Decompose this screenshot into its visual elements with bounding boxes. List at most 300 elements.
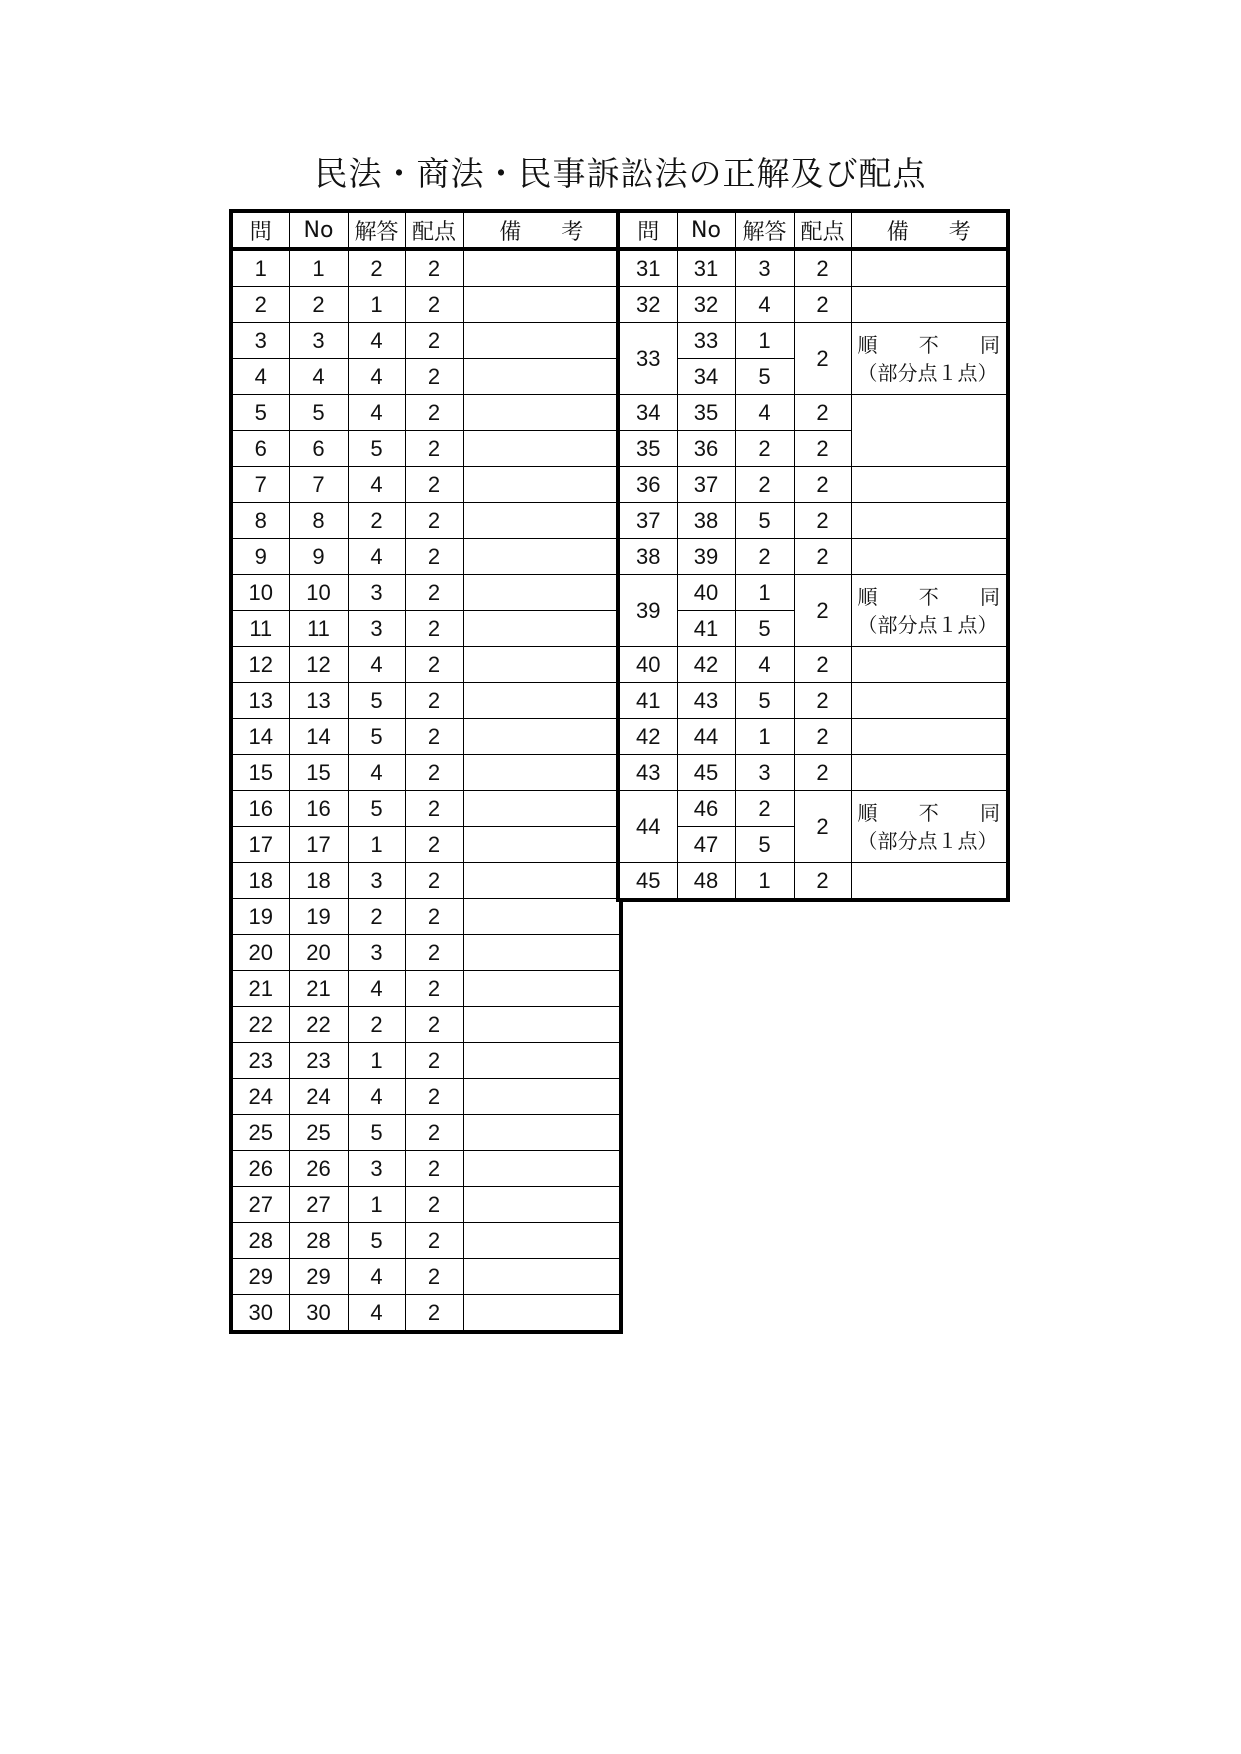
question-cell: 43	[618, 755, 677, 791]
table-row	[231, 539, 621, 575]
page-title: 民法・商法・民事訴訟法の正解及び配点	[314, 154, 927, 193]
question-cell: 4	[231, 359, 289, 395]
points-cell: 2	[794, 467, 851, 503]
no-cell: 43	[677, 683, 735, 719]
no-cell: 21	[289, 971, 348, 1007]
no-cell: 10	[289, 575, 348, 611]
header-notes	[851, 211, 1008, 249]
question-cell: 28	[231, 1223, 289, 1259]
answer-cell: 4	[348, 1079, 405, 1115]
points-cell: 2	[405, 539, 463, 575]
table-row	[231, 323, 621, 359]
points-cell: 2	[405, 863, 463, 899]
answer-table-left	[229, 209, 623, 1334]
header-notes	[463, 211, 621, 249]
points-cell: 2	[794, 539, 851, 575]
header-notes-part2: 考	[561, 219, 584, 245]
no-cell: 22	[289, 1007, 348, 1043]
note-char: 同	[980, 584, 1000, 609]
no-cell: 47	[677, 827, 735, 863]
answer-cell: 1	[735, 863, 794, 901]
no-cell: 8	[289, 503, 348, 539]
answer-cell: 1	[735, 575, 794, 611]
answer-cell: 4	[348, 323, 405, 359]
answer-cell: 2	[348, 503, 405, 539]
points-cell: 2	[405, 287, 463, 323]
answer-cell: 3	[348, 1151, 405, 1187]
question-cell: 22	[231, 1007, 289, 1043]
question-cell: 41	[618, 683, 677, 719]
points-cell: 2	[794, 683, 851, 719]
answer-table-right	[616, 209, 1010, 902]
question-cell: 24	[231, 1079, 289, 1115]
points-cell: 2	[405, 395, 463, 431]
answer-cell: 5	[735, 503, 794, 539]
table-row	[231, 611, 621, 647]
answer-cell: 1	[348, 287, 405, 323]
no-cell: 28	[289, 1223, 348, 1259]
points-cell: 2	[794, 791, 851, 863]
answer-cell: 3	[735, 755, 794, 791]
answer-cell: 1	[348, 827, 405, 863]
question-cell: 30	[231, 1295, 289, 1333]
table-row	[618, 323, 1008, 359]
question-cell: 19	[231, 899, 289, 935]
table-row	[231, 719, 621, 755]
answer-cell: 4	[348, 467, 405, 503]
notes-cell	[463, 249, 621, 287]
points-cell: 2	[405, 899, 463, 935]
notes-cell	[851, 575, 1008, 647]
no-cell: 16	[289, 791, 348, 827]
header-points: 配点	[405, 211, 463, 249]
table-row	[231, 1223, 621, 1259]
no-cell: 40	[677, 575, 735, 611]
answer-cell: 1	[348, 1187, 405, 1223]
table-row	[231, 1043, 621, 1079]
answer-cell: 3	[348, 863, 405, 899]
question-cell: 1	[231, 249, 289, 287]
no-cell: 17	[289, 827, 348, 863]
answer-cell: 5	[735, 683, 794, 719]
header-no: No	[677, 211, 735, 249]
table-row	[231, 863, 621, 899]
notes-cell	[463, 899, 621, 935]
table-row	[618, 683, 1008, 719]
answer-cell: 2	[735, 539, 794, 575]
answer-cell: 4	[735, 287, 794, 323]
table-row	[618, 719, 1008, 755]
table-row	[618, 249, 1008, 287]
points-cell: 2	[794, 431, 851, 467]
table-row	[231, 359, 621, 395]
question-cell: 13	[231, 683, 289, 719]
no-cell: 41	[677, 611, 735, 647]
table-row	[231, 1151, 621, 1187]
points-cell: 2	[794, 249, 851, 287]
note-char: 順	[857, 584, 878, 609]
note-char: 同	[980, 332, 1000, 357]
answer-cell: 5	[348, 719, 405, 755]
points-cell: 2	[794, 755, 851, 791]
no-cell: 34	[677, 359, 735, 395]
answer-cell: 2	[348, 249, 405, 287]
no-cell: 11	[289, 611, 348, 647]
notes-cell	[851, 719, 1008, 755]
table-row	[231, 1187, 621, 1223]
notes-cell	[463, 971, 621, 1007]
question-cell: 33	[618, 323, 677, 395]
points-cell: 2	[405, 755, 463, 791]
question-cell: 16	[231, 791, 289, 827]
answer-cell: 2	[735, 791, 794, 827]
notes-cell	[851, 323, 1008, 395]
question-cell: 39	[618, 575, 677, 647]
table-row	[618, 503, 1008, 539]
no-cell: 37	[677, 467, 735, 503]
question-cell: 18	[231, 863, 289, 899]
answer-cell: 1	[735, 323, 794, 359]
table-row	[618, 395, 1008, 431]
note-line-order-irrelevant	[858, 583, 1001, 611]
points-cell: 2	[405, 359, 463, 395]
question-cell: 27	[231, 1187, 289, 1223]
notes-cell	[463, 323, 621, 359]
table-row	[231, 647, 621, 683]
notes-cell	[463, 647, 621, 683]
notes-cell	[463, 1151, 621, 1187]
table-row	[231, 503, 621, 539]
table-row	[231, 467, 621, 503]
no-cell: 19	[289, 899, 348, 935]
table-row	[618, 539, 1008, 575]
answer-cell: 3	[348, 611, 405, 647]
notes-cell	[463, 1295, 621, 1333]
table-row	[618, 647, 1008, 683]
answer-cell: 5	[348, 791, 405, 827]
answer-cell: 4	[735, 647, 794, 683]
answer-cell: 4	[348, 395, 405, 431]
points-cell: 2	[405, 1079, 463, 1115]
question-cell: 35	[618, 431, 677, 467]
note-line-partial-credit: （部分点１点）	[857, 612, 998, 637]
table-row	[618, 791, 1008, 827]
no-cell: 3	[289, 323, 348, 359]
notes-cell	[463, 539, 621, 575]
table-row	[618, 863, 1008, 901]
no-cell: 23	[289, 1043, 348, 1079]
points-cell: 2	[405, 1187, 463, 1223]
no-cell: 26	[289, 1151, 348, 1187]
table-row	[231, 431, 621, 467]
question-cell: 3	[231, 323, 289, 359]
question-cell: 44	[618, 791, 677, 863]
no-cell: 1	[289, 249, 348, 287]
points-cell: 2	[405, 503, 463, 539]
table-row	[231, 1115, 621, 1151]
answer-cell: 4	[735, 395, 794, 431]
notes-cell	[463, 683, 621, 719]
no-cell: 35	[677, 395, 735, 431]
no-cell: 15	[289, 755, 348, 791]
no-cell: 24	[289, 1079, 348, 1115]
answer-cell: 2	[735, 467, 794, 503]
answer-cell: 4	[348, 359, 405, 395]
table-row	[231, 827, 621, 863]
notes-cell	[463, 827, 621, 863]
question-cell: 26	[231, 1151, 289, 1187]
notes-cell	[851, 249, 1008, 287]
no-cell: 18	[289, 863, 348, 899]
answer-cell: 4	[348, 1295, 405, 1333]
question-cell: 25	[231, 1115, 289, 1151]
question-cell: 29	[231, 1259, 289, 1295]
notes-cell	[851, 287, 1008, 323]
note-line-partial-credit: （部分点１点）	[857, 828, 998, 853]
note-char: 不	[918, 584, 939, 609]
note-line-order-irrelevant	[858, 799, 1001, 827]
no-cell: 32	[677, 287, 735, 323]
table-row	[231, 1295, 621, 1333]
table-row	[231, 287, 621, 323]
no-cell: 12	[289, 647, 348, 683]
no-cell: 14	[289, 719, 348, 755]
no-cell: 39	[677, 539, 735, 575]
answer-cell: 2	[735, 431, 794, 467]
no-cell: 46	[677, 791, 735, 827]
points-cell: 2	[794, 323, 851, 395]
note-line-partial-credit: （部分点１点）	[857, 360, 998, 385]
header-answer: 解答	[348, 211, 405, 249]
table-row	[618, 575, 1008, 611]
table-row	[231, 395, 621, 431]
question-cell: 36	[618, 467, 677, 503]
note-char: 同	[980, 800, 1000, 825]
no-cell: 31	[677, 249, 735, 287]
notes-cell	[463, 719, 621, 755]
note-line-order-irrelevant	[858, 331, 1001, 359]
notes-cell	[463, 611, 621, 647]
answer-cell: 1	[735, 719, 794, 755]
question-cell: 12	[231, 647, 289, 683]
notes-cell	[463, 359, 621, 395]
answer-cell: 4	[348, 1259, 405, 1295]
notes-cell	[851, 755, 1008, 791]
header-answer: 解答	[735, 211, 794, 249]
notes-cell	[851, 539, 1008, 575]
note-char: 順	[857, 332, 878, 357]
no-cell: 42	[677, 647, 735, 683]
table-header-row	[618, 211, 1008, 249]
question-cell: 20	[231, 935, 289, 971]
points-cell: 2	[405, 611, 463, 647]
no-cell: 30	[289, 1295, 348, 1333]
table-row	[231, 683, 621, 719]
no-cell: 4	[289, 359, 348, 395]
points-cell: 2	[405, 323, 463, 359]
table-row	[231, 899, 621, 935]
answer-cell: 2	[348, 1007, 405, 1043]
header-question: 問	[231, 211, 289, 249]
table-row	[231, 791, 621, 827]
points-cell: 2	[405, 647, 463, 683]
answer-cell: 3	[735, 249, 794, 287]
question-cell: 37	[618, 503, 677, 539]
table-row	[231, 575, 621, 611]
question-cell: 5	[231, 395, 289, 431]
notes-cell	[851, 647, 1008, 683]
answer-cell: 4	[348, 971, 405, 1007]
question-cell: 9	[231, 539, 289, 575]
notes-cell	[463, 1223, 621, 1259]
answer-cell: 3	[348, 575, 405, 611]
header-question: 問	[618, 211, 677, 249]
header-notes-part1: 備	[499, 219, 522, 245]
table-row	[231, 1007, 621, 1043]
table-row	[618, 287, 1008, 323]
notes-cell	[463, 791, 621, 827]
notes-cell	[463, 431, 621, 467]
answer-cell: 2	[348, 899, 405, 935]
no-cell: 29	[289, 1259, 348, 1295]
notes-cell	[463, 1007, 621, 1043]
question-cell: 10	[231, 575, 289, 611]
question-cell: 14	[231, 719, 289, 755]
points-cell: 2	[794, 647, 851, 683]
question-cell: 45	[618, 863, 677, 901]
no-cell: 33	[677, 323, 735, 359]
answer-cell: 5	[348, 683, 405, 719]
table-row	[231, 971, 621, 1007]
points-cell: 2	[405, 249, 463, 287]
points-cell: 2	[405, 431, 463, 467]
no-cell: 27	[289, 1187, 348, 1223]
header-no: No	[289, 211, 348, 249]
notes-cell	[463, 935, 621, 971]
notes-cell	[463, 467, 621, 503]
notes-cell	[463, 1079, 621, 1115]
no-cell: 20	[289, 935, 348, 971]
table-header-row	[231, 211, 621, 249]
table-row	[231, 935, 621, 971]
points-cell: 2	[405, 1151, 463, 1187]
question-cell: 7	[231, 467, 289, 503]
question-cell: 6	[231, 431, 289, 467]
notes-cell	[851, 863, 1008, 901]
table-row	[231, 1259, 621, 1295]
no-cell: 5	[289, 395, 348, 431]
points-cell: 2	[405, 791, 463, 827]
points-cell: 2	[794, 395, 851, 431]
points-cell: 2	[794, 287, 851, 323]
points-cell: 2	[794, 503, 851, 539]
question-cell: 38	[618, 539, 677, 575]
points-cell: 2	[405, 683, 463, 719]
no-cell: 13	[289, 683, 348, 719]
answer-cell: 5	[735, 827, 794, 863]
notes-cell	[851, 683, 1008, 719]
no-cell: 7	[289, 467, 348, 503]
question-cell: 42	[618, 719, 677, 755]
answer-cell: 4	[348, 647, 405, 683]
question-cell: 31	[618, 249, 677, 287]
notes-cell	[851, 503, 1008, 539]
answer-cell: 4	[348, 755, 405, 791]
points-cell: 2	[794, 575, 851, 647]
points-cell: 2	[405, 935, 463, 971]
notes-cell	[463, 575, 621, 611]
points-cell: 2	[405, 1007, 463, 1043]
header-notes-part1: 備	[886, 219, 909, 245]
answer-cell: 1	[348, 1043, 405, 1079]
no-cell: 45	[677, 755, 735, 791]
question-cell: 40	[618, 647, 677, 683]
answer-cell: 3	[348, 935, 405, 971]
notes-cell	[851, 395, 1008, 467]
points-cell: 2	[405, 719, 463, 755]
points-cell: 2	[405, 827, 463, 863]
points-cell: 2	[405, 467, 463, 503]
no-cell: 36	[677, 431, 735, 467]
notes-cell	[463, 1259, 621, 1295]
notes-cell	[463, 755, 621, 791]
points-cell: 2	[405, 1259, 463, 1295]
points-cell: 2	[405, 1043, 463, 1079]
answer-cell: 5	[348, 1223, 405, 1259]
notes-cell	[463, 287, 621, 323]
answer-cell: 5	[735, 359, 794, 395]
points-cell: 2	[405, 1295, 463, 1333]
notes-cell	[851, 467, 1008, 503]
no-cell: 38	[677, 503, 735, 539]
notes-cell	[463, 503, 621, 539]
table-row	[618, 755, 1008, 791]
question-cell: 11	[231, 611, 289, 647]
header-points: 配点	[794, 211, 851, 249]
question-cell: 8	[231, 503, 289, 539]
points-cell: 2	[794, 719, 851, 755]
notes-cell	[463, 1115, 621, 1151]
notes-cell	[463, 395, 621, 431]
table-row	[231, 1079, 621, 1115]
no-cell: 44	[677, 719, 735, 755]
answer-cell: 4	[348, 539, 405, 575]
question-cell: 2	[231, 287, 289, 323]
no-cell: 48	[677, 863, 735, 901]
table-row	[231, 755, 621, 791]
notes-cell	[463, 1187, 621, 1223]
points-cell: 2	[794, 863, 851, 901]
question-cell: 15	[231, 755, 289, 791]
points-cell: 2	[405, 971, 463, 1007]
no-cell: 2	[289, 287, 348, 323]
points-cell: 2	[405, 1223, 463, 1259]
notes-cell	[463, 1043, 621, 1079]
question-cell: 17	[231, 827, 289, 863]
note-char: 不	[918, 800, 939, 825]
no-cell: 25	[289, 1115, 348, 1151]
question-cell: 23	[231, 1043, 289, 1079]
answer-cell: 5	[348, 431, 405, 467]
points-cell: 2	[405, 1115, 463, 1151]
question-cell: 34	[618, 395, 677, 431]
no-cell: 9	[289, 539, 348, 575]
points-cell: 2	[405, 575, 463, 611]
note-char: 不	[918, 332, 939, 357]
notes-cell	[851, 791, 1008, 863]
answer-cell: 5	[348, 1115, 405, 1151]
question-cell: 21	[231, 971, 289, 1007]
